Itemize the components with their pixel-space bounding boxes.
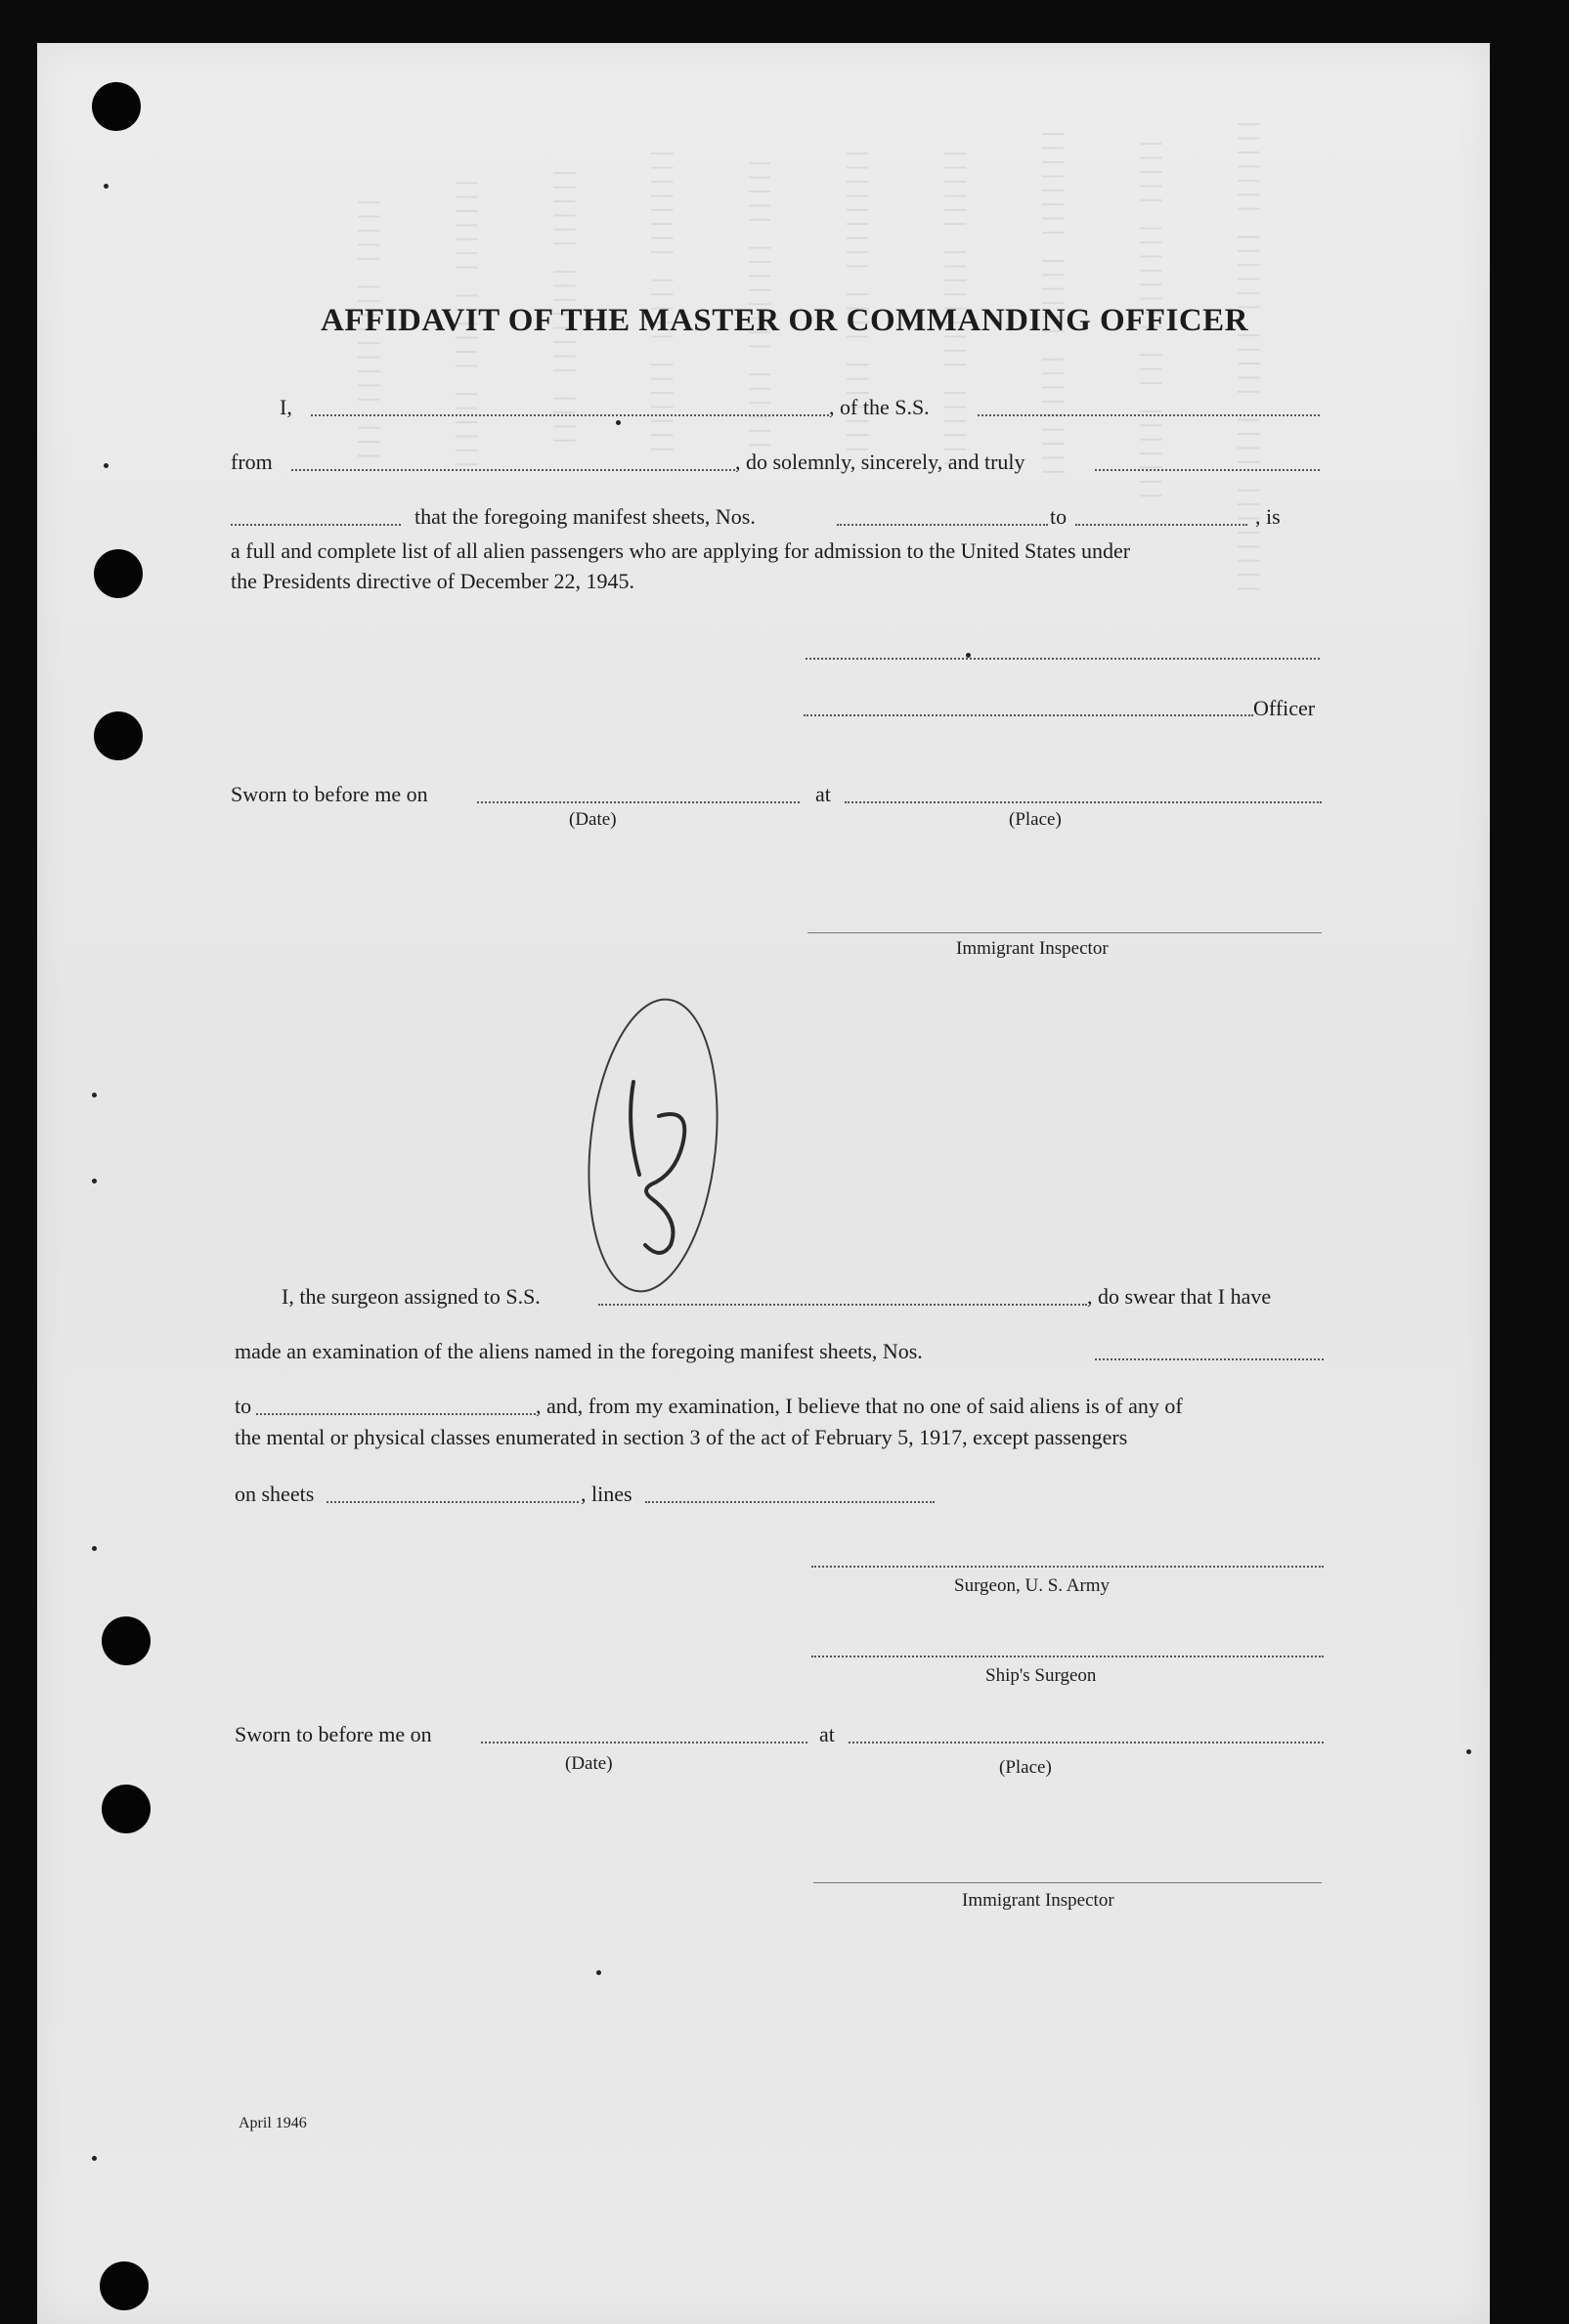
port-from-field[interactable]: [291, 469, 735, 471]
bleed-through-text: ||||| ||||||||| |||: [355, 195, 381, 463]
master-line3-to: to: [1050, 504, 1068, 529]
punch-hole: [94, 549, 143, 598]
surgeon-inspector-signature-line[interactable]: [813, 1882, 1322, 1883]
bleed-through-text: ||||||||| |||| |||||||: [844, 147, 870, 456]
speck: [92, 1546, 97, 1551]
punch-hole: [102, 1616, 151, 1665]
speck: [92, 1179, 97, 1184]
ship-surgeon-signature-line[interactable]: [811, 1656, 1324, 1657]
bleed-through-text: |||||||| ||||| |||||||: [648, 147, 675, 456]
surgeon-inspector-caption: Immigrant Inspector: [962, 1890, 1114, 1911]
surgeon-sworn-place-field[interactable]: [849, 1742, 1324, 1743]
speck: [92, 1093, 97, 1097]
surgeon-line5-lines: , lines: [581, 1482, 632, 1506]
declaration-field[interactable]: [231, 524, 401, 526]
surgeon-line2: made an examination of the aliens named in the foregoing manifest sheets, Nos.: [235, 1339, 923, 1363]
speck: [104, 184, 109, 189]
army-surgeon-caption: Surgeon, U. S. Army: [954, 1575, 1111, 1596]
master-line5: the Presidents directive of December 22, 1945.: [231, 569, 634, 593]
bleed-through-text: |||||||| |||||| |||||||||: [1039, 127, 1066, 480]
surgeon-line3-rest: , and, from my examination, I believe that no one of said aliens is of any of: [536, 1394, 1183, 1418]
surgeon-line4: the mental or physical classes enumerated in section 3 of the act of February 5, 1917, except passengers: [235, 1425, 1128, 1449]
punch-hole: [92, 82, 141, 131]
master-signature-line[interactable]: [806, 658, 1320, 660]
sheet-from-field[interactable]: [837, 524, 1048, 526]
master-line1-i: I,: [280, 395, 292, 419]
surgeon-line3-to: to: [235, 1394, 252, 1418]
handwritten-circled-mark: [583, 989, 729, 1302]
surgeon-sheet-from-field[interactable]: [1095, 1358, 1324, 1360]
speck: [104, 463, 109, 468]
master-inspector-caption: Immigrant Inspector: [956, 938, 1109, 959]
document-title: AFFIDAVIT OF THE MASTER OR COMMANDING OFFICER: [321, 303, 1248, 338]
surgeon-sworn-date-field[interactable]: [481, 1742, 807, 1743]
speck: [616, 420, 621, 425]
officer-label: Officer: [1253, 696, 1316, 720]
surgeon-ship-field[interactable]: [598, 1304, 1087, 1306]
surgeon-at-text: at: [819, 1722, 835, 1746]
surgeon-date-caption: (Date): [565, 1753, 613, 1774]
master-place-caption: (Place): [1009, 809, 1062, 830]
speck: [596, 1970, 601, 1975]
master-at-text: at: [815, 782, 831, 806]
surgeon-place-caption: (Place): [999, 1757, 1052, 1778]
bleed-through-text: ||||||| |||||| ||||| |||| ||||||||: [1235, 117, 1261, 596]
ship-surgeon-caption: Ship's Surgeon: [985, 1665, 1097, 1686]
surgeon-exception-lines-field[interactable]: [645, 1501, 935, 1503]
master-line2-from: from: [231, 450, 273, 474]
surgeon-sheet-to-field[interactable]: [256, 1413, 536, 1415]
bleed-through-text: ||||| |||||||| ||| |||||||: [1137, 137, 1163, 503]
master-line3-foregoing: that the foregoing manifest sheets, Nos.: [414, 504, 756, 529]
punch-hole: [102, 1785, 151, 1833]
bleed-through-text: ||||| |||||||| ||||||: [746, 156, 772, 452]
surgeon-exception-sheets-field[interactable]: [327, 1501, 579, 1503]
punch-hole: [94, 711, 143, 760]
ship-name-field[interactable]: [978, 414, 1320, 416]
surgeon-line5-on: on sheets: [235, 1482, 315, 1506]
surgeon-line1-a: I, the surgeon assigned to S.S.: [282, 1284, 541, 1309]
officer-signature-line[interactable]: [804, 714, 1253, 716]
army-surgeon-signature-line[interactable]: [811, 1566, 1324, 1568]
master-line1-ss: , of the S.S.: [829, 395, 930, 419]
master-name-field[interactable]: [311, 414, 829, 416]
bleed-through-text: ||||||| |||||| ||||||: [453, 176, 479, 472]
speck: [1466, 1749, 1471, 1754]
bleed-through-text: |||||| |||||||| ||||: [550, 166, 577, 449]
speck: [92, 2156, 97, 2161]
surgeon-sworn-text: Sworn to before me on: [235, 1722, 432, 1746]
master-sworn-place-field[interactable]: [845, 801, 1322, 803]
master-line2-solemnly: , do solemnly, sincerely, and truly: [735, 450, 1025, 474]
master-sworn-date-field[interactable]: [477, 801, 800, 803]
bleed-through-text: |||||| ||||||||| ||||||: [941, 147, 968, 471]
master-date-caption: (Date): [569, 809, 617, 830]
master-sworn-text: Sworn to before me on: [231, 782, 428, 806]
oath-field[interactable]: [1095, 469, 1320, 471]
master-line3-is: , is: [1255, 504, 1281, 529]
master-line4: a full and complete list of all alien passengers who are applying for admission to the United States under: [231, 538, 1131, 563]
surgeon-line1-b: , do swear that I have: [1087, 1284, 1272, 1309]
form-date-footer: April 1946: [239, 2115, 307, 2131]
master-inspector-signature-line[interactable]: [807, 932, 1322, 933]
sheet-to-field[interactable]: [1075, 524, 1247, 526]
punch-hole: [100, 2261, 149, 2310]
